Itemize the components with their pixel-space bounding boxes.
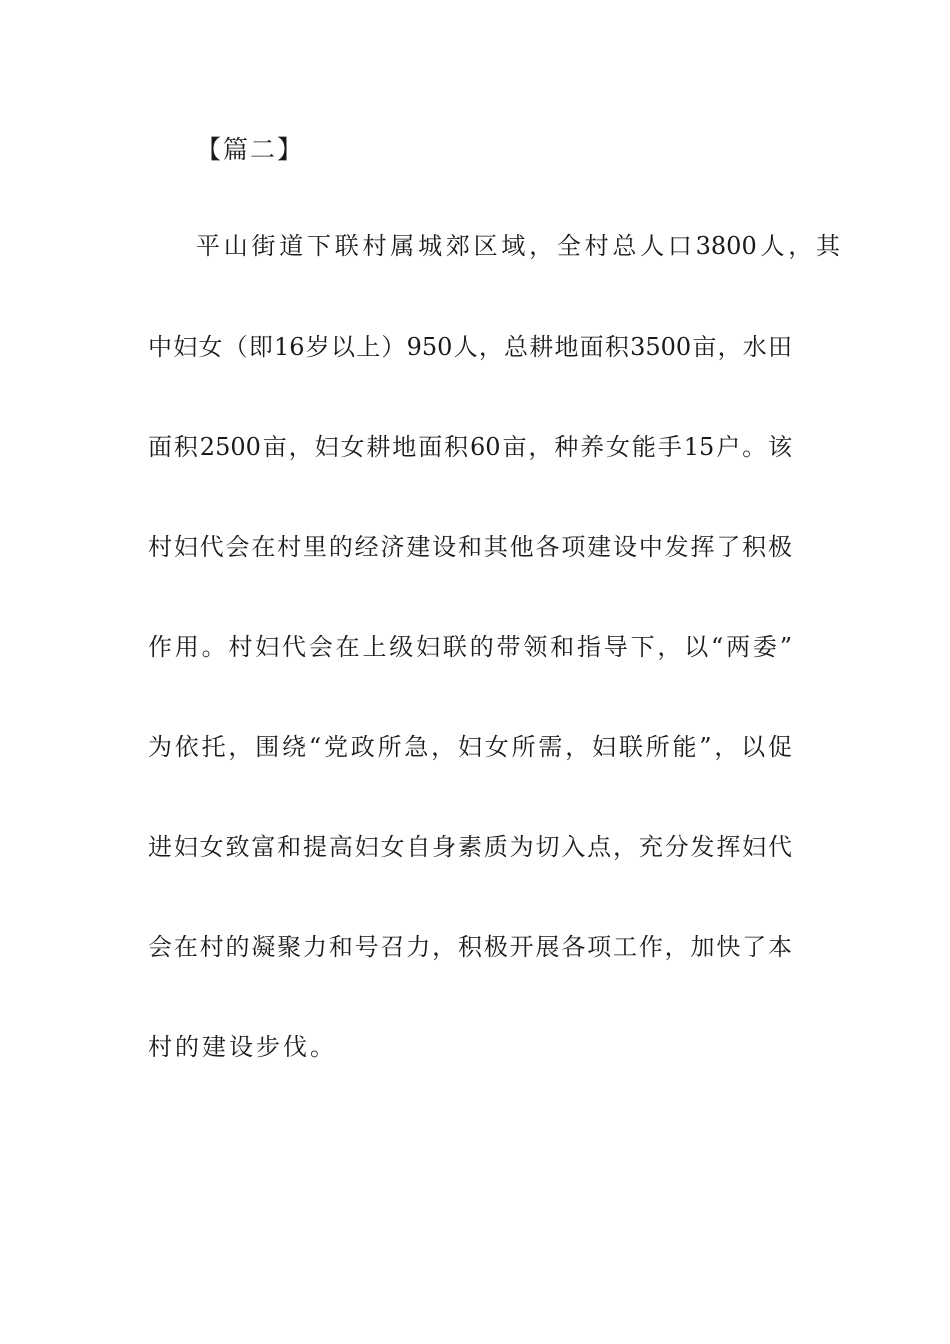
paragraph-line-1: 平山街道下联村属城郊区域，全村总人口3800人，其 [196,232,840,260]
paragraph-line-9: 村的建设步伐。 [148,1033,337,1061]
paragraph-line-5: 作用。村妇代会在上级妇联的带领和指导下，以“两委” [148,633,792,661]
paragraph-line-6: 为依托，围绕“党政所急，妇女所需，妇联所能”，以促 [148,733,792,761]
paragraph-line-4: 村妇代会在村里的经济建设和其他各项建设中发挥了积极 [148,533,792,561]
paragraph-line-2: 中妇女（即16岁以上）950人，总耕地面积3500亩，水田 [148,333,792,361]
paragraph-line-7: 进妇女致富和提高妇女自身素质为切入点，充分发挥妇代 [148,833,792,861]
paragraph-line-3: 面积2500亩，妇女耕地面积60亩，种养女能手15户。该 [148,433,792,461]
section-heading: 【篇二】 [196,135,305,164]
paragraph-line-8: 会在村的凝聚力和号召力，积极开展各项工作，加快了本 [148,933,792,961]
